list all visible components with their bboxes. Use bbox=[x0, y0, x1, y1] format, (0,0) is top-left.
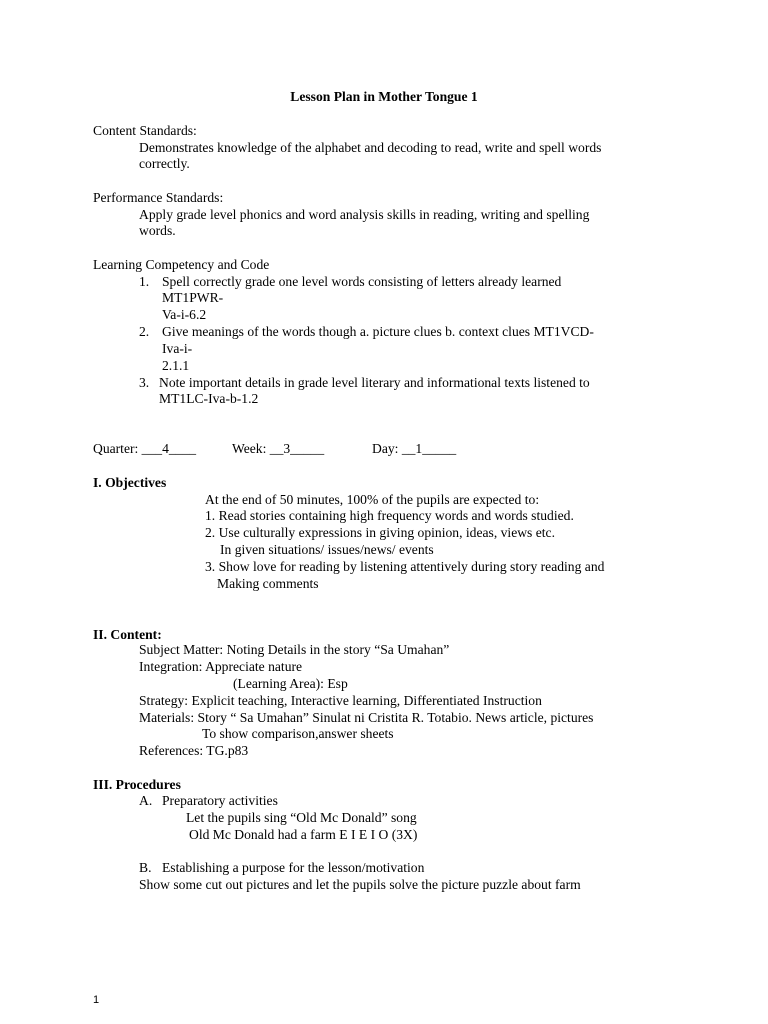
subject-matter: Subject Matter: Noting Details in the story “Sa Umahan” bbox=[139, 642, 450, 657]
procedure-b-title: Establishing a purpose for the lesson/motivation bbox=[162, 860, 425, 875]
competency-item-1: Spell correctly grade one level words consisting of letters already learned bbox=[162, 274, 562, 289]
quarter-field: Quarter: ___4____ bbox=[93, 441, 197, 456]
procedure-b-line-1: Show some cut out pictures and let the pupils solve the picture puzzle about farm bbox=[139, 877, 581, 892]
procedure-b-label: B. bbox=[139, 860, 152, 875]
objective-2-cont: In given situations/ issues/news/ events bbox=[220, 542, 434, 557]
procedure-a-line-1: Let the pupils sing “Old Mc Donald” song bbox=[186, 810, 417, 825]
page-title: Lesson Plan in Mother Tongue 1 bbox=[290, 89, 478, 104]
objective-2: 2. Use culturally expressions in giving opinion, ideas, views etc. bbox=[205, 525, 555, 540]
objectives-intro: At the end of 50 minutes, 100% of the pupils are expected to: bbox=[205, 492, 540, 507]
competency-number-2: 2. bbox=[139, 324, 150, 339]
materials-cont: To show comparison,answer sheets bbox=[202, 726, 394, 741]
day-field: Day: __1_____ bbox=[372, 441, 457, 456]
performance-standards-text: Apply grade level phonics and word analysis skills in reading, writing and spelling bbox=[139, 207, 590, 222]
content-standards-label: Content Standards: bbox=[93, 123, 197, 138]
content-standards-text: Demonstrates knowledge of the alphabet and decoding to read, write and spell words bbox=[139, 140, 602, 155]
page-number: 1 bbox=[93, 994, 100, 1006]
procedure-a-line-2: Old Mc Donald had a farm E I E I O (3X) bbox=[189, 827, 418, 842]
objective-3: 3. Show love for reading by listening attentively during story reading and bbox=[205, 559, 605, 574]
competency-code-1b: Va-i-6.2 bbox=[162, 307, 207, 322]
content-heading: II. Content: bbox=[93, 627, 162, 642]
competency-item-3: Note important details in grade level literary and informational texts listened to bbox=[159, 375, 590, 390]
references: References: TG.p83 bbox=[139, 743, 249, 758]
objectives-heading: I. Objectives bbox=[93, 475, 167, 490]
competency-code-2a: Iva-i- bbox=[162, 341, 193, 356]
procedures-heading: III. Procedures bbox=[93, 777, 181, 792]
procedure-a-label: A. bbox=[139, 793, 153, 808]
learning-competency-label: Learning Competency and Code bbox=[93, 257, 270, 272]
week-field: Week: __3_____ bbox=[232, 441, 325, 456]
strategy: Strategy: Explicit teaching, Interactive learning, Differentiated Instruction bbox=[139, 693, 542, 708]
procedure-a-title: Preparatory activities bbox=[162, 793, 278, 808]
integration: Integration: Appreciate nature bbox=[139, 659, 303, 674]
performance-standards-text-cont: words. bbox=[139, 223, 176, 238]
performance-standards-label: Performance Standards: bbox=[93, 190, 224, 205]
competency-code-1a: MT1PWR- bbox=[162, 290, 224, 305]
learning-area: (Learning Area): Esp bbox=[233, 676, 348, 691]
competency-number-1: 1. bbox=[139, 274, 150, 289]
objective-1: 1. Read stories containing high frequency words and words studied. bbox=[205, 508, 574, 523]
competency-code-2b: 2.1.1 bbox=[162, 358, 190, 373]
materials: Materials: Story “ Sa Umahan” Sinulat ni Cristita R. Totabio. News article, pictures bbox=[139, 710, 594, 725]
content-standards-text-cont: correctly. bbox=[139, 156, 190, 171]
competency-code-3: MT1LC-Iva-b-1.2 bbox=[159, 391, 259, 406]
competency-number-3: 3. bbox=[139, 375, 150, 390]
objective-3-cont: Making comments bbox=[217, 576, 319, 591]
competency-item-2: Give meanings of the words though a. picture clues b. context clues MT1VCD- bbox=[162, 324, 594, 339]
